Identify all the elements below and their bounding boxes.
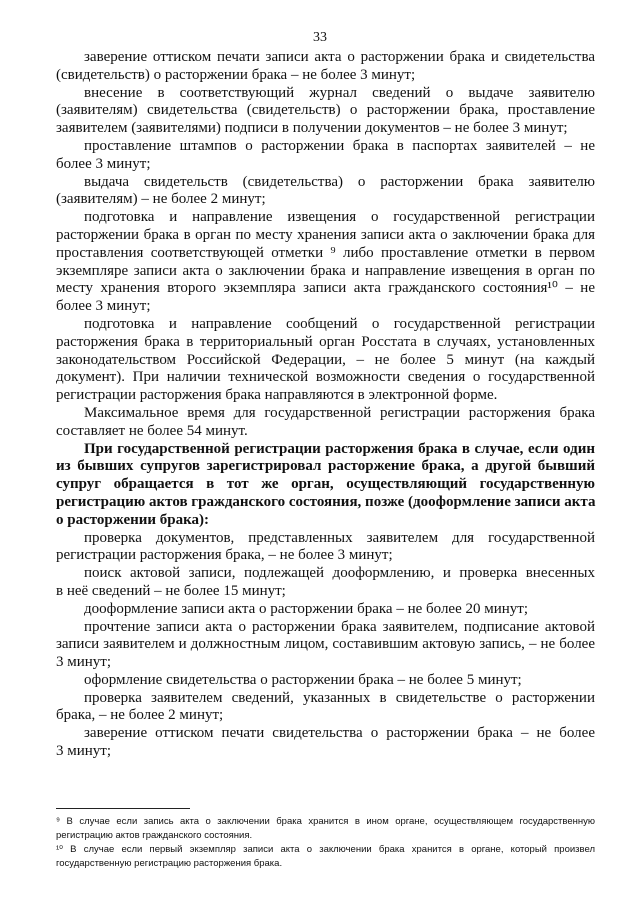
text-line: документ). При наличии технической возможности сведения о государственной (56, 369, 595, 386)
paragraph (56, 316, 595, 405)
text-line: проставления соответствующей отметки ⁹ либо проставление отметки в первом (56, 244, 595, 261)
text-line: дооформление записи акта о расторжении брака – не более 20 минут; (84, 600, 529, 617)
text-line: 3 минут; (56, 743, 112, 760)
text-line: месту хранения второго экземпляра записи акта гражданского состояния¹⁰ – не (56, 280, 595, 297)
text-line: супруг обращается в тот же орган, осуществляющий государственную (56, 476, 595, 493)
text-line: проверка документов, представленных заявителем для государственной (84, 529, 595, 546)
text-line: экземпляре записи акта о заключении брака и направление извещения в орган по (56, 262, 595, 279)
text-line: более 3 минут; (56, 298, 151, 315)
text-line: заверение оттиском печати свидетельства о расторжении брака – не более (84, 725, 595, 742)
body-text-top (56, 49, 595, 405)
text-line: проставление штампов о расторжении брака в паспортах заявителей – не (84, 137, 595, 154)
text-line: регистрации расторжения брака направляются в электронной форме. (56, 387, 498, 404)
text-line: из бывших супругов зарегистрировал расторжение брака, а другой бывший (56, 458, 595, 475)
paragraph (56, 441, 595, 530)
paragraph (56, 619, 595, 672)
text-line: Максимальное время для государственной регистрации расторжения брака (84, 404, 595, 421)
text-line: проверка заявителем сведений, указанных в свидетельстве о расторжении (84, 689, 595, 706)
text-line: в неё сведений – не более 15 минут; (56, 582, 286, 599)
paragraph (56, 209, 595, 316)
text-line: записи заявителем и должностным лицом, составившим актовую запись, – не более (56, 636, 595, 653)
text-line: составляет не более 54 минут. (56, 422, 248, 439)
paragraph (56, 49, 595, 85)
text-line: выдача свидетельств (свидетельства) о расторжении брака заявителю (84, 173, 595, 190)
paragraph (56, 138, 595, 174)
paragraph (56, 530, 595, 566)
text-line: о расторжении брака): (56, 511, 210, 528)
text-line: расторжения брака в территориальный орган Росстата в случаях, установленных (56, 333, 595, 350)
footnote (56, 815, 595, 843)
body-text (56, 49, 595, 761)
text-line: поиск актовой записи, подлежащей дооформлению, и проверка внесенных (84, 565, 595, 582)
text-line: регистрацию актов гражданского состояния, позже (дооформление записи акта (56, 493, 596, 510)
page-number: 33 (313, 30, 327, 45)
text-line: ¹⁰ В случае если первый экземпляр записи акта о заключении брака хранится в органе, который произвел (56, 844, 595, 855)
paragraph (56, 565, 595, 601)
footnote (56, 843, 595, 871)
paragraph (56, 690, 595, 726)
text-line: законодательством Российской Федерации, – не более 5 минут (на каждый (56, 351, 595, 368)
paragraph (56, 85, 595, 138)
paragraph (56, 601, 595, 619)
text-line: оформление свидетельства о расторжении брака – не более 5 минут; (84, 671, 522, 688)
text-line: (заявителям) – не более 2 минут; (56, 191, 266, 208)
text-line: регистрации расторжения брака, – не более 3 минут; (56, 547, 393, 564)
text-line: прочтение записи акта о расторжении брака заявителем, подписание актовой (84, 618, 595, 635)
text-line: регистрацию актов гражданского состояния. (56, 830, 253, 841)
text-line: 3 минут; (56, 654, 112, 671)
text-line: более 3 минут; (56, 155, 151, 172)
text-line: внесение в соответствующий журнал сведений о выдаче заявителю (84, 84, 595, 101)
text-line: расторжении брака в орган по месту хранения записи акта о заключении брака для (56, 226, 595, 243)
text-line: заверение оттиском печати записи акта о расторжении брака и свидетельства (84, 49, 595, 65)
text-line: заявителем (заявителями) подписи в получении документов – не более 3 минут; (56, 120, 568, 137)
text-line: государственную регистрацию расторжения брака. (56, 858, 283, 869)
body-text-bottom (56, 405, 595, 761)
text-line: ⁹ В случае если запись акта о заключении брака хранится в ином органе, осуществляющем государственную (56, 816, 595, 827)
footnotes (56, 815, 595, 871)
paragraph (56, 174, 595, 210)
footnote-divider (56, 808, 190, 809)
paragraph (56, 405, 595, 441)
text-line: (свидетельств) о расторжении брака – не более 3 минут; (56, 66, 416, 83)
paragraph (56, 672, 595, 690)
text-line: (заявителям) свидетельства (свидетельств) о расторжении брака, проставление (56, 102, 595, 119)
text-line: подготовка и направление сообщений о государственной регистрации (84, 315, 595, 332)
text-line: При государственной регистрации расторжения брака в случае, если один (84, 440, 595, 457)
paragraph (56, 725, 595, 761)
text-line: подготовка и направление извещения о государственной регистрации (84, 209, 595, 226)
text-line: брака, – не более 2 минут; (56, 707, 224, 724)
